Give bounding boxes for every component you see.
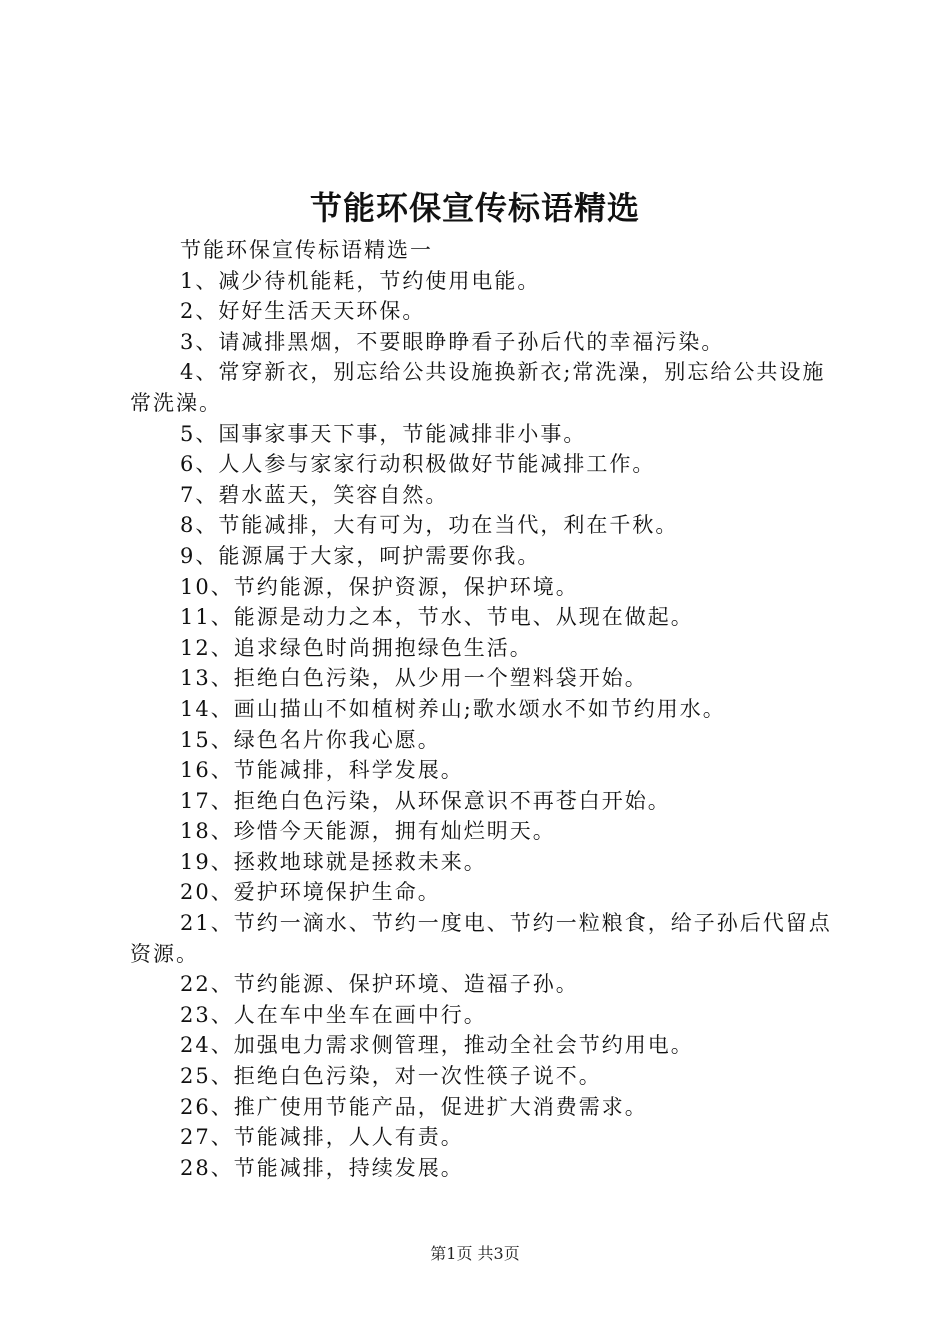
slogan-item: 15、绿色名片你我心愿。 — [180, 727, 441, 752]
slogan-item: 6、人人参与家家行动积极做好节能减排工作。 — [180, 452, 656, 477]
slogan-item: 12、追求绿色时尚拥抱绿色生活。 — [180, 635, 533, 660]
slogan-item: 11、能源是动力之本，节水、节电、从现在做起。 — [180, 605, 694, 630]
slogan-item: 1、减少待机能耗，节约使用电能。 — [180, 268, 541, 293]
slogan-item: 10、节约能源，保护资源，保护环境。 — [180, 574, 579, 599]
slogan-item: 5、国事家事天下事，节能减排非小事。 — [180, 421, 587, 446]
subtitle-paragraph: 节能环保宣传标语精选一 — [180, 238, 433, 262]
slogan-item: 21、节约一滴水、节约一度电、节约一粒粮食，给子孙后代留点资源。 — [130, 911, 832, 966]
slogan-item: 28、节能减排，持续发展。 — [180, 1155, 464, 1180]
slogan-item: 22、节约能源、保护环境、造福子孙。 — [180, 972, 579, 997]
slogan-item: 26、推广使用节能产品，促进扩大消费需求。 — [180, 1094, 648, 1119]
slogan-item: 16、节能减排，科学发展。 — [180, 758, 464, 783]
slogan-item: 20、爱护环境保护生命。 — [180, 880, 441, 905]
slogan-item: 7、碧水蓝天，笑容自然。 — [180, 482, 449, 507]
slogan-item: 8、节能减排，大有可为，功在当代，利在千秋。 — [180, 513, 679, 538]
document-title: 节能环保宣传标语精选 — [309, 189, 640, 227]
slogan-item: 13、拒绝白色污染，从少用一个塑料袋开始。 — [180, 666, 648, 691]
slogan-item: 23、人在车中坐车在画中行。 — [180, 1002, 487, 1027]
slogan-item: 24、加强电力需求侧管理，推动全社会节约用电。 — [180, 1033, 694, 1058]
slogan-item: 25、拒绝白色污染，对一次性筷子说不。 — [180, 1064, 602, 1089]
slogan-item: 4、常穿新衣，别忘给公共设施换新衣;常洗澡，别忘给公共设施常洗澡。 — [130, 360, 826, 415]
slogan-item: 18、珍惜今天能源，拥有灿烂明天。 — [180, 819, 556, 844]
slogan-item: 19、拯救地球就是拯救未来。 — [180, 849, 487, 874]
slogan-item: 2、好好生活天天环保。 — [180, 299, 426, 324]
slogan-item: 9、能源属于大家，呵护需要你我。 — [180, 543, 541, 568]
page-footer: 第1页 共3页 — [430, 1244, 520, 1263]
slogan-item: 17、拒绝白色污染，从环保意识不再苍白开始。 — [180, 788, 671, 813]
slogan-item: 3、请减排黑烟，不要眼睁睁看子孙后代的幸福污染。 — [180, 329, 725, 354]
slogan-item: 27、节能减排，人人有责。 — [180, 1125, 464, 1150]
slogan-item: 14、画山描山不如植树养山;歌水颂水不如节约用水。 — [180, 696, 726, 721]
document-body — [130, 235, 835, 1183]
